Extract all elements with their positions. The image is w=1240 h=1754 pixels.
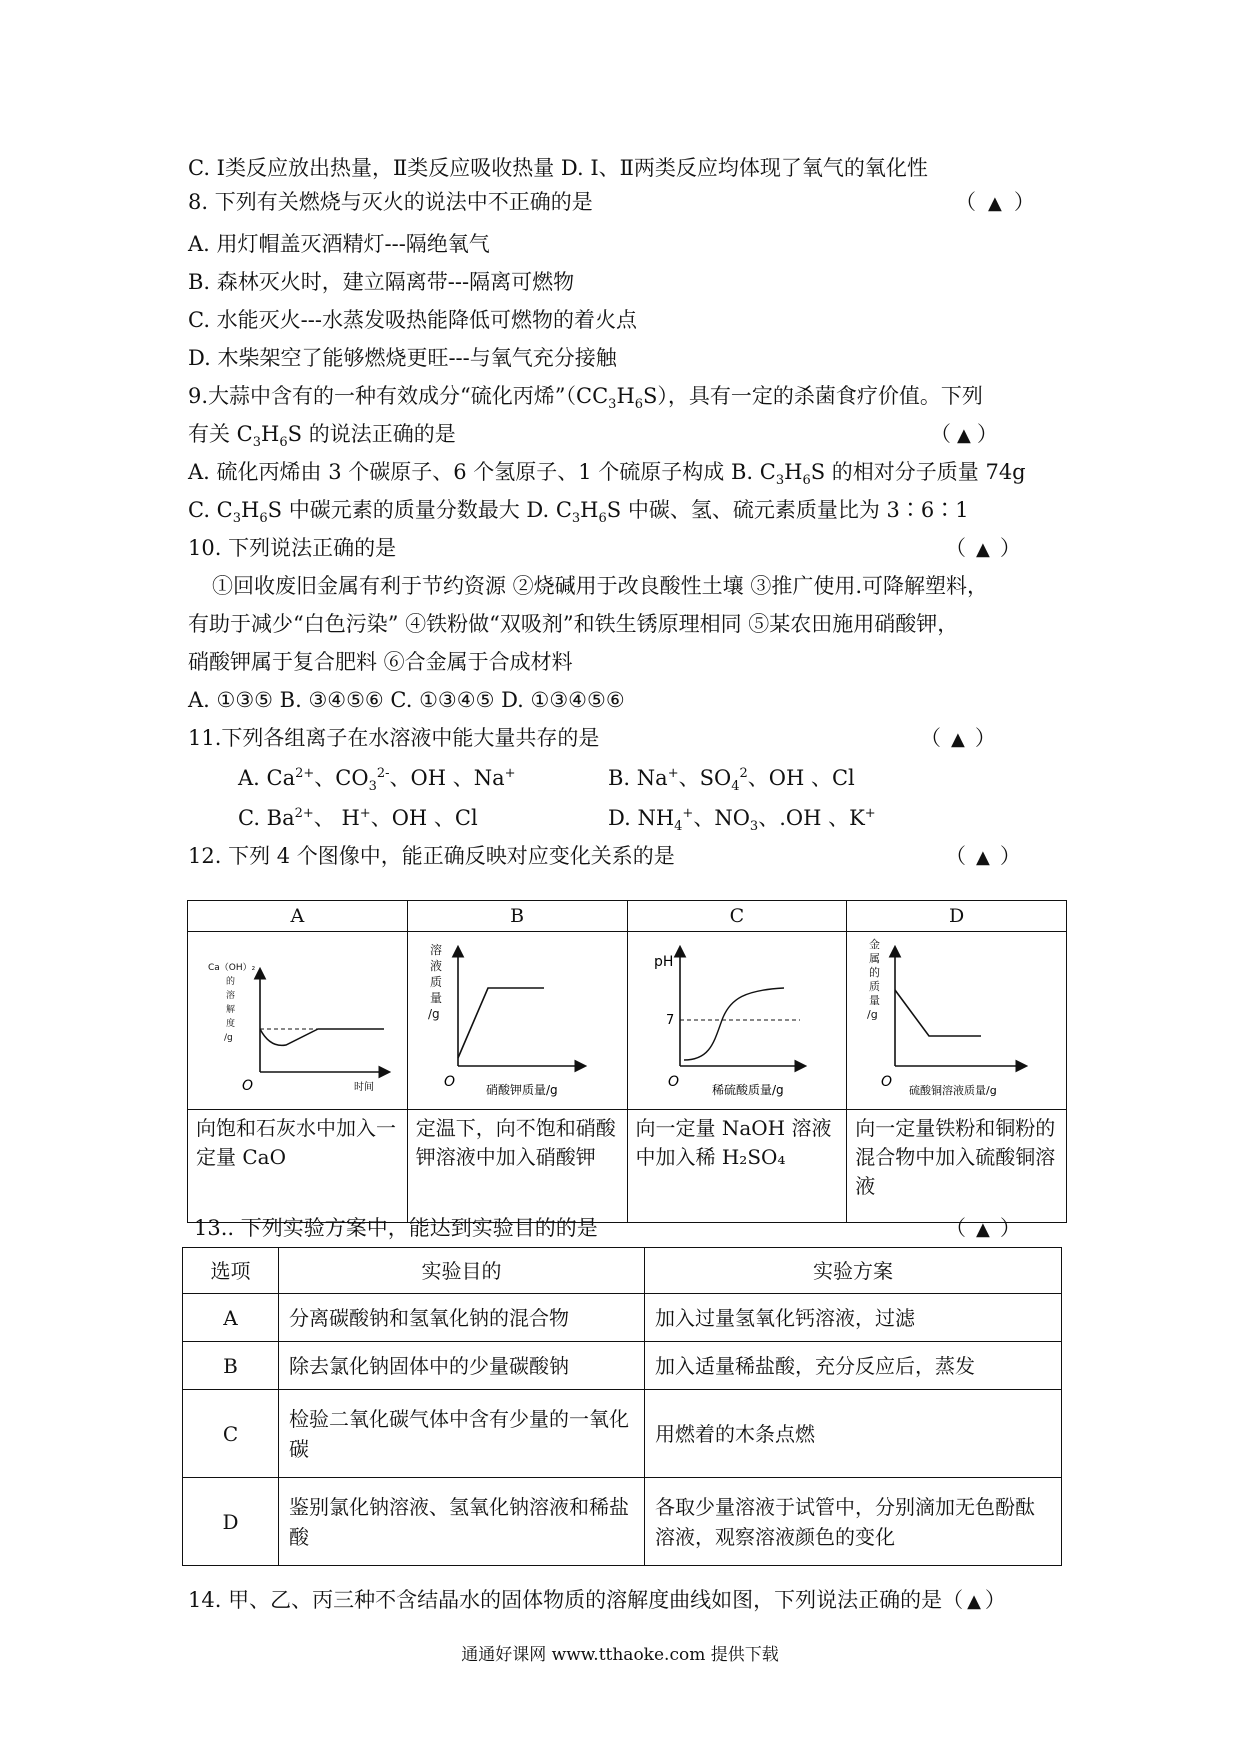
exp-row-c-option: C bbox=[183, 1390, 279, 1478]
q8-stem: 8. 下列有关燃烧与灭火的说法中不正确的是 bbox=[188, 190, 593, 214]
exp-header-purpose: 实验目的 bbox=[279, 1248, 645, 1294]
experiment-table bbox=[182, 1247, 1062, 1566]
graph-d-xlabel: 硫酸铜溶液质量/g bbox=[909, 1084, 997, 1097]
graph-d-cell bbox=[847, 932, 1067, 1110]
graph-c-cell bbox=[627, 932, 847, 1110]
graph-d-ylabel-1: 属 bbox=[869, 952, 881, 965]
graph-b-ylabel-2: 质 bbox=[429, 975, 442, 989]
exp-row-b-purpose: 除去氯化钠固体中的少量碳酸钠 bbox=[279, 1342, 645, 1390]
graph-a-xlabel: 时间 bbox=[354, 1082, 374, 1093]
q11-answer-mark: （ ▲ ） bbox=[920, 726, 996, 750]
graph-a-ylabel-5: /g bbox=[224, 1033, 233, 1043]
exp-row-b-plan: 加入适量稀盐酸，充分反应后，蒸发 bbox=[645, 1342, 1062, 1390]
q13-answer-mark: （ ▲ ） bbox=[945, 1216, 1021, 1240]
graph-d-curve bbox=[895, 990, 981, 1036]
triangle-icon: ▲ bbox=[967, 1591, 981, 1612]
graph-d-ylabel-4: 量 bbox=[869, 994, 881, 1007]
q11-option-b: B. Na+、$SO_4^2$、OH 、Cl bbox=[608, 766, 855, 795]
q11-option-d: D. $NH_4^+$、$NO_3$、.OH 、K+ bbox=[608, 806, 876, 835]
graph-b-ylabel-4: /g bbox=[427, 1007, 440, 1021]
q8-option-c: C. 水能灭火---水蒸发吸热能降低可燃物的着火点 bbox=[188, 308, 637, 332]
graph-a-cell bbox=[188, 932, 408, 1110]
graph-b-ylabel-0: 溶 bbox=[429, 943, 442, 957]
exp-header-option: 选项 bbox=[183, 1248, 279, 1294]
q13-stem: 13.. 下列实验方案中，能达到实验目的的是 bbox=[194, 1216, 598, 1240]
triangle-icon: ▲ bbox=[976, 847, 990, 868]
q11-option-a: A. $Ca^{2+}$、$CO_3^{2-}$、OH 、Na+ bbox=[238, 766, 516, 795]
table-row bbox=[183, 1478, 1062, 1566]
graph-b-cell bbox=[407, 932, 627, 1110]
exp-row-d-option: D bbox=[183, 1478, 279, 1566]
graph-c bbox=[628, 932, 846, 1104]
q10-statement-2: 有助于减少“白色污染” ④铁粉做“双吸剂”和铁生锈原理相同 ⑤某农田施用硝酸钾， bbox=[188, 612, 959, 636]
q9-option-ab: A. 硫化丙烯由 3 个碳原子、6 个氢原子、1 个硫原子构成 B. $C_3H_6S$ 的相对分子质量 74g bbox=[188, 460, 1026, 489]
graph-a bbox=[188, 932, 406, 1104]
exp-row-a-option: A bbox=[183, 1294, 279, 1342]
q8-option-d: D. 木柴架空了能够燃烧更旺---与氧气充分接触 bbox=[188, 346, 617, 370]
q11-option-c: C. $Ba^{2+}$、 H+、OH 、Cl bbox=[238, 806, 478, 830]
q10-statement-1: ①回收废旧金属有利于节约资源 ②烧碱用于改良酸性土壤 ③推广使用.可降解塑料， bbox=[212, 574, 989, 598]
graph-header-a: A bbox=[188, 901, 408, 932]
exp-row-c-plan: 用燃着的木条点燃 bbox=[645, 1390, 1062, 1478]
graph-c-curve bbox=[684, 988, 784, 1060]
graph-a-ylabel-3: 解 bbox=[226, 1005, 236, 1015]
triangle-icon: ▲ bbox=[951, 729, 965, 750]
graph-header-b: B bbox=[407, 901, 627, 932]
exp-row-a-plan: 加入过量氢氧化钙溶液，过滤 bbox=[645, 1294, 1062, 1342]
exp-row-b-option: B bbox=[183, 1342, 279, 1390]
page-footer: 通通好课网 www.tthaoke.com 提供下载 bbox=[461, 1645, 779, 1665]
q10-options: A. ①③⑤ B. ③④⑤⑥ C. ①③④⑤ D. ①③④⑤⑥ bbox=[188, 688, 625, 712]
graph-d-description: 向一定量铁粉和铜粉的混合物中加入硫酸铜溶液 bbox=[847, 1110, 1067, 1223]
graph-a-origin: O bbox=[242, 1078, 254, 1094]
graph-c-tick-7: 7 bbox=[665, 1013, 674, 1028]
graph-d-ylabel-3: 质 bbox=[869, 980, 881, 993]
q8-option-a: A. 用灯帽盖灭酒精灯---隔绝氧气 bbox=[188, 232, 490, 256]
graph-header-c: C bbox=[627, 901, 847, 932]
graph-c-origin: O bbox=[667, 1074, 679, 1090]
q8-answer-mark: （ ▲ ） bbox=[955, 190, 1035, 214]
exp-header-plan: 实验方案 bbox=[645, 1248, 1062, 1294]
table-row bbox=[183, 1342, 1062, 1390]
triangle-icon: ▲ bbox=[976, 1219, 990, 1240]
graph-d-origin: O bbox=[881, 1074, 893, 1090]
exp-row-d-purpose: 鉴别氯化钠溶液、氢氧化钠溶液和稀盐酸 bbox=[279, 1478, 645, 1566]
graph-b-curve bbox=[458, 988, 544, 1058]
graph-c-ylabel: pH bbox=[653, 954, 673, 970]
graph-a-description: 向饱和石灰水中加入一定量 CaO bbox=[188, 1110, 408, 1223]
graph-a-ylabel-4: 度 bbox=[226, 1019, 236, 1029]
graphs-table bbox=[187, 900, 1067, 1223]
graph-a-ylabel-2: 溶 bbox=[226, 991, 236, 1001]
graph-a-curve bbox=[260, 1029, 384, 1045]
q14-stem: 14. 甲、乙、丙三种不含结晶水的固体物质的溶解度曲线如图，下列说法正确的是（ ▲ ） bbox=[188, 1588, 1006, 1612]
q9-stem-2: 有关 $C_3H_6S$ 的说法正确的是 bbox=[188, 422, 456, 451]
q7-option-cd: C. Ⅰ类反应放出热量，Ⅱ类反应吸收热量 D. Ⅰ、Ⅱ两类反应均体现了氧气的氧化性 bbox=[188, 156, 928, 180]
graph-d-ylabel-5: /g bbox=[867, 1008, 878, 1021]
graph-b-ylabel-3: 量 bbox=[429, 991, 442, 1005]
graph-a-ylabel-1: 的 bbox=[226, 977, 236, 987]
table-row bbox=[183, 1294, 1062, 1342]
q12-answer-mark: （ ▲ ） bbox=[945, 844, 1021, 868]
q9-answer-mark: （ ▲ ） bbox=[930, 422, 998, 446]
graph-b-xlabel: 硝酸钾质量/g bbox=[485, 1083, 558, 1097]
exp-row-a-purpose: 分离碳酸钠和氢氧化钠的混合物 bbox=[279, 1294, 645, 1342]
graph-d-ylabel-2: 的 bbox=[869, 966, 881, 979]
graph-b bbox=[408, 932, 626, 1104]
exp-row-c-purpose: 检验二氧化碳气体中含有少量的一氧化碳 bbox=[279, 1390, 645, 1478]
graph-d bbox=[847, 932, 1065, 1104]
graph-c-description: 向一定量 NaOH 溶液中加入稀 H₂SO₄ bbox=[627, 1110, 847, 1223]
graph-header-d: D bbox=[847, 901, 1067, 932]
q9-stem-1: 9.大蒜中含有的一种有效成分“硫化丙烯$”(CC_3H_6S)$，具有一定的杀菌食疗价值。下列 bbox=[188, 384, 983, 413]
graph-c-xlabel: 稀硫酸质量/g bbox=[711, 1083, 784, 1097]
exp-row-d-plan: 各取少量溶液于试管中，分别滴加无色酚酞溶液，观察溶液颜色的变化 bbox=[645, 1478, 1062, 1566]
triangle-icon: ▲ bbox=[988, 193, 1002, 214]
graph-b-description: 定温下，向不饱和硝酸钾溶液中加入硝酸钾 bbox=[407, 1110, 627, 1223]
triangle-icon: ▲ bbox=[957, 425, 971, 446]
graph-b-ylabel-1: 液 bbox=[429, 959, 442, 973]
graph-b-origin: O bbox=[443, 1074, 455, 1090]
graph-a-ylabel-0: Ca（OH）₂ bbox=[208, 963, 256, 973]
q8-option-b: B. 森林灭火时，建立隔离带---隔离可燃物 bbox=[188, 270, 575, 294]
graph-d-ylabel-0: 金 bbox=[869, 938, 881, 951]
q9-option-cd: C. $C_3H_6S$ 中碳元素的质量分数最大 D. $C_3H_6S$ 中碳、氢、硫元素质量比为 3∶6∶1 bbox=[188, 498, 969, 527]
table-row bbox=[183, 1390, 1062, 1478]
q10-answer-mark: （ ▲ ） bbox=[945, 536, 1021, 560]
triangle-icon: ▲ bbox=[976, 539, 990, 560]
q10-statement-3: 硝酸钾属于复合肥料 ⑥合金属于合成材料 bbox=[188, 650, 573, 674]
q10-stem: 10. 下列说法正确的是 bbox=[188, 536, 397, 560]
q11-stem: 11.下列各组离子在水溶液中能大量共存的是 bbox=[188, 726, 600, 750]
q12-stem: 12. 下列 4 个图像中，能正确反映对应变化关系的是 bbox=[188, 844, 675, 868]
